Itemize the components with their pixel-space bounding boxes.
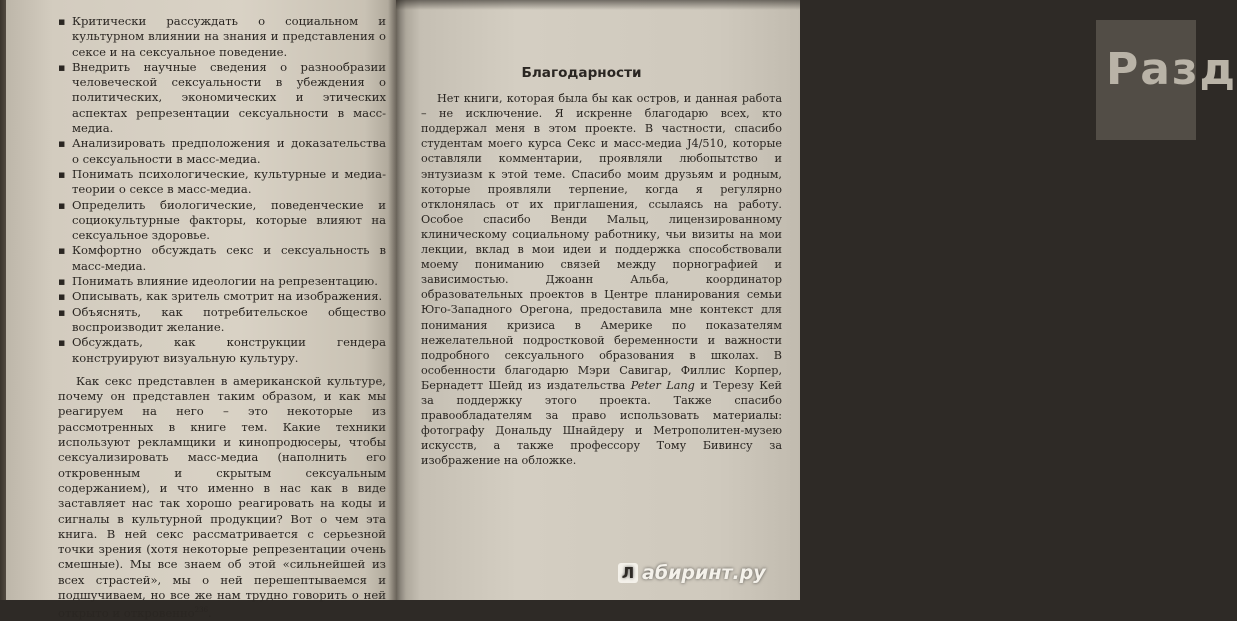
list-item: ▪ Анализировать предположения и доказательства о сексуальности в масс-медиа.: [58, 136, 386, 167]
list-item: ▪ Обсуждать, как конструкции гендера конструируют визуальную культуру.: [58, 335, 386, 366]
list-item: ▪ Объяснять, как потребительское общество воспроизводит желание.: [58, 305, 386, 336]
logo-text: абиринт.ру: [642, 562, 766, 584]
list-item: ▪ Внедрить научные сведения о разнообразии человеческой сексуальности в убеждения о политических, экономических и этических аспектах репрезентации сексуальности в масс-медиа.: [58, 60, 386, 136]
objectives-list: [58, 14, 386, 366]
left-page: [6, 0, 396, 621]
page-title: Благодарности: [521, 65, 642, 81]
list-item: ▪ Понимать психологические, культурные и медиа-теории о сексе в масс-медиа.: [58, 167, 386, 198]
list-item: ▪ Понимать влияние идеологии на репрезентацию.: [58, 274, 386, 289]
paragraph-end: .: [208, 606, 212, 621]
list-item: ▪ Комфортно обсуждать секс и сексуальность в масс-медиа.: [58, 243, 386, 274]
paragraph-text: Как секс представлен в американской культуре, почему он представлен таким образом, и как мы реагируем на него – это некоторые из рассмотренных в книге тем. Какие техники используют рекламщики и кинопродюсеры, чтобы сексуализировать масс-медиа (наполнить его откровенным и скрытым сексуальным содержанием), и что именно в нас как в виде заставляет нас так хорошо реагировать на коды и сигналы в культурной продукции? Вот о чем эта книга. В ней секс рассматривается с серьезной точки зрения (хотя некоторые репрезентации очень смешные). Мы все знаем об этой «сильнейшей из всех страстей», мы о ней перешептываемся и подшучиваем, но все же нам трудно говорить о ней открыто и откровенно: [58, 373, 386, 621]
section-watermark: [1096, 0, 1237, 150]
publisher-name: Peter Lang: [630, 378, 695, 392]
acknowledgements-text: [421, 91, 782, 468]
watermark-text: Разд: [1106, 44, 1237, 95]
body-paragraph: [58, 374, 386, 621]
page-top-shadow: [396, 0, 800, 10]
list-item: ▪ Описывать, как зритель смотрит на изображения.: [58, 289, 386, 304]
ack-text-part: и Терезу Кей за поддержку этого проекта. Также спасибо правообладателям за право использовать материалы: фотографу Дональду Шнайдеру и Метрополитен-музею искусств, а также профессору Тому Бивинсу за изображение на обложке.: [421, 378, 782, 468]
labirint-logo-icon: Л: [618, 563, 638, 583]
footnote-marker: 236: [194, 606, 209, 615]
list-item: ▪ Критически рассуждать о социальном и культурном влиянии на знания и представления о сексе и на сексуальное поведение.: [58, 14, 386, 60]
right-page: [396, 0, 1237, 600]
ack-text-part: Нет книги, которая была бы как остров, и данная работа – не исключение. Я искренне благодарю всех, кто поддержал меня в этом проекте. В частности, спасибо студентам моего курса Секс и масс-медиа J4/510, которые оставляли комментарии, проявляли любопытство и энтузиазм к этой теме. Спасибо моим друзьям и родным, которые проявляли терпение, когда я регулярно отклонялась от их приглашения, ссылаясь на работу. Особое спасибо Венди Мальц, лицензированному клиническому социальному работнику, чьи визиты на мои лекции, вклад в мои идеи и поддержка способствовали моему пониманию связей между порнографией и зависимостью. Джоанн Альба, координатор образовательных проектов в Центре планирования семьи Юго-Западного Орегона, предоставила мне контекст для понимания кризиса в Америке по показателям нежелательной подростковой беременности и важности подробного сексуального образования в школах. В особенности благодарю Мэри Савигар, Филлис Корпер, Бернадетт Шейд из издательства: [421, 92, 782, 392]
list-item: ▪ Определить биологические, поведенческие и социокультурные факторы, которые влияют на сексуальное здоровье.: [58, 198, 386, 244]
labirint-logo: [618, 562, 766, 584]
book-gutter-shadow: [388, 0, 406, 600]
